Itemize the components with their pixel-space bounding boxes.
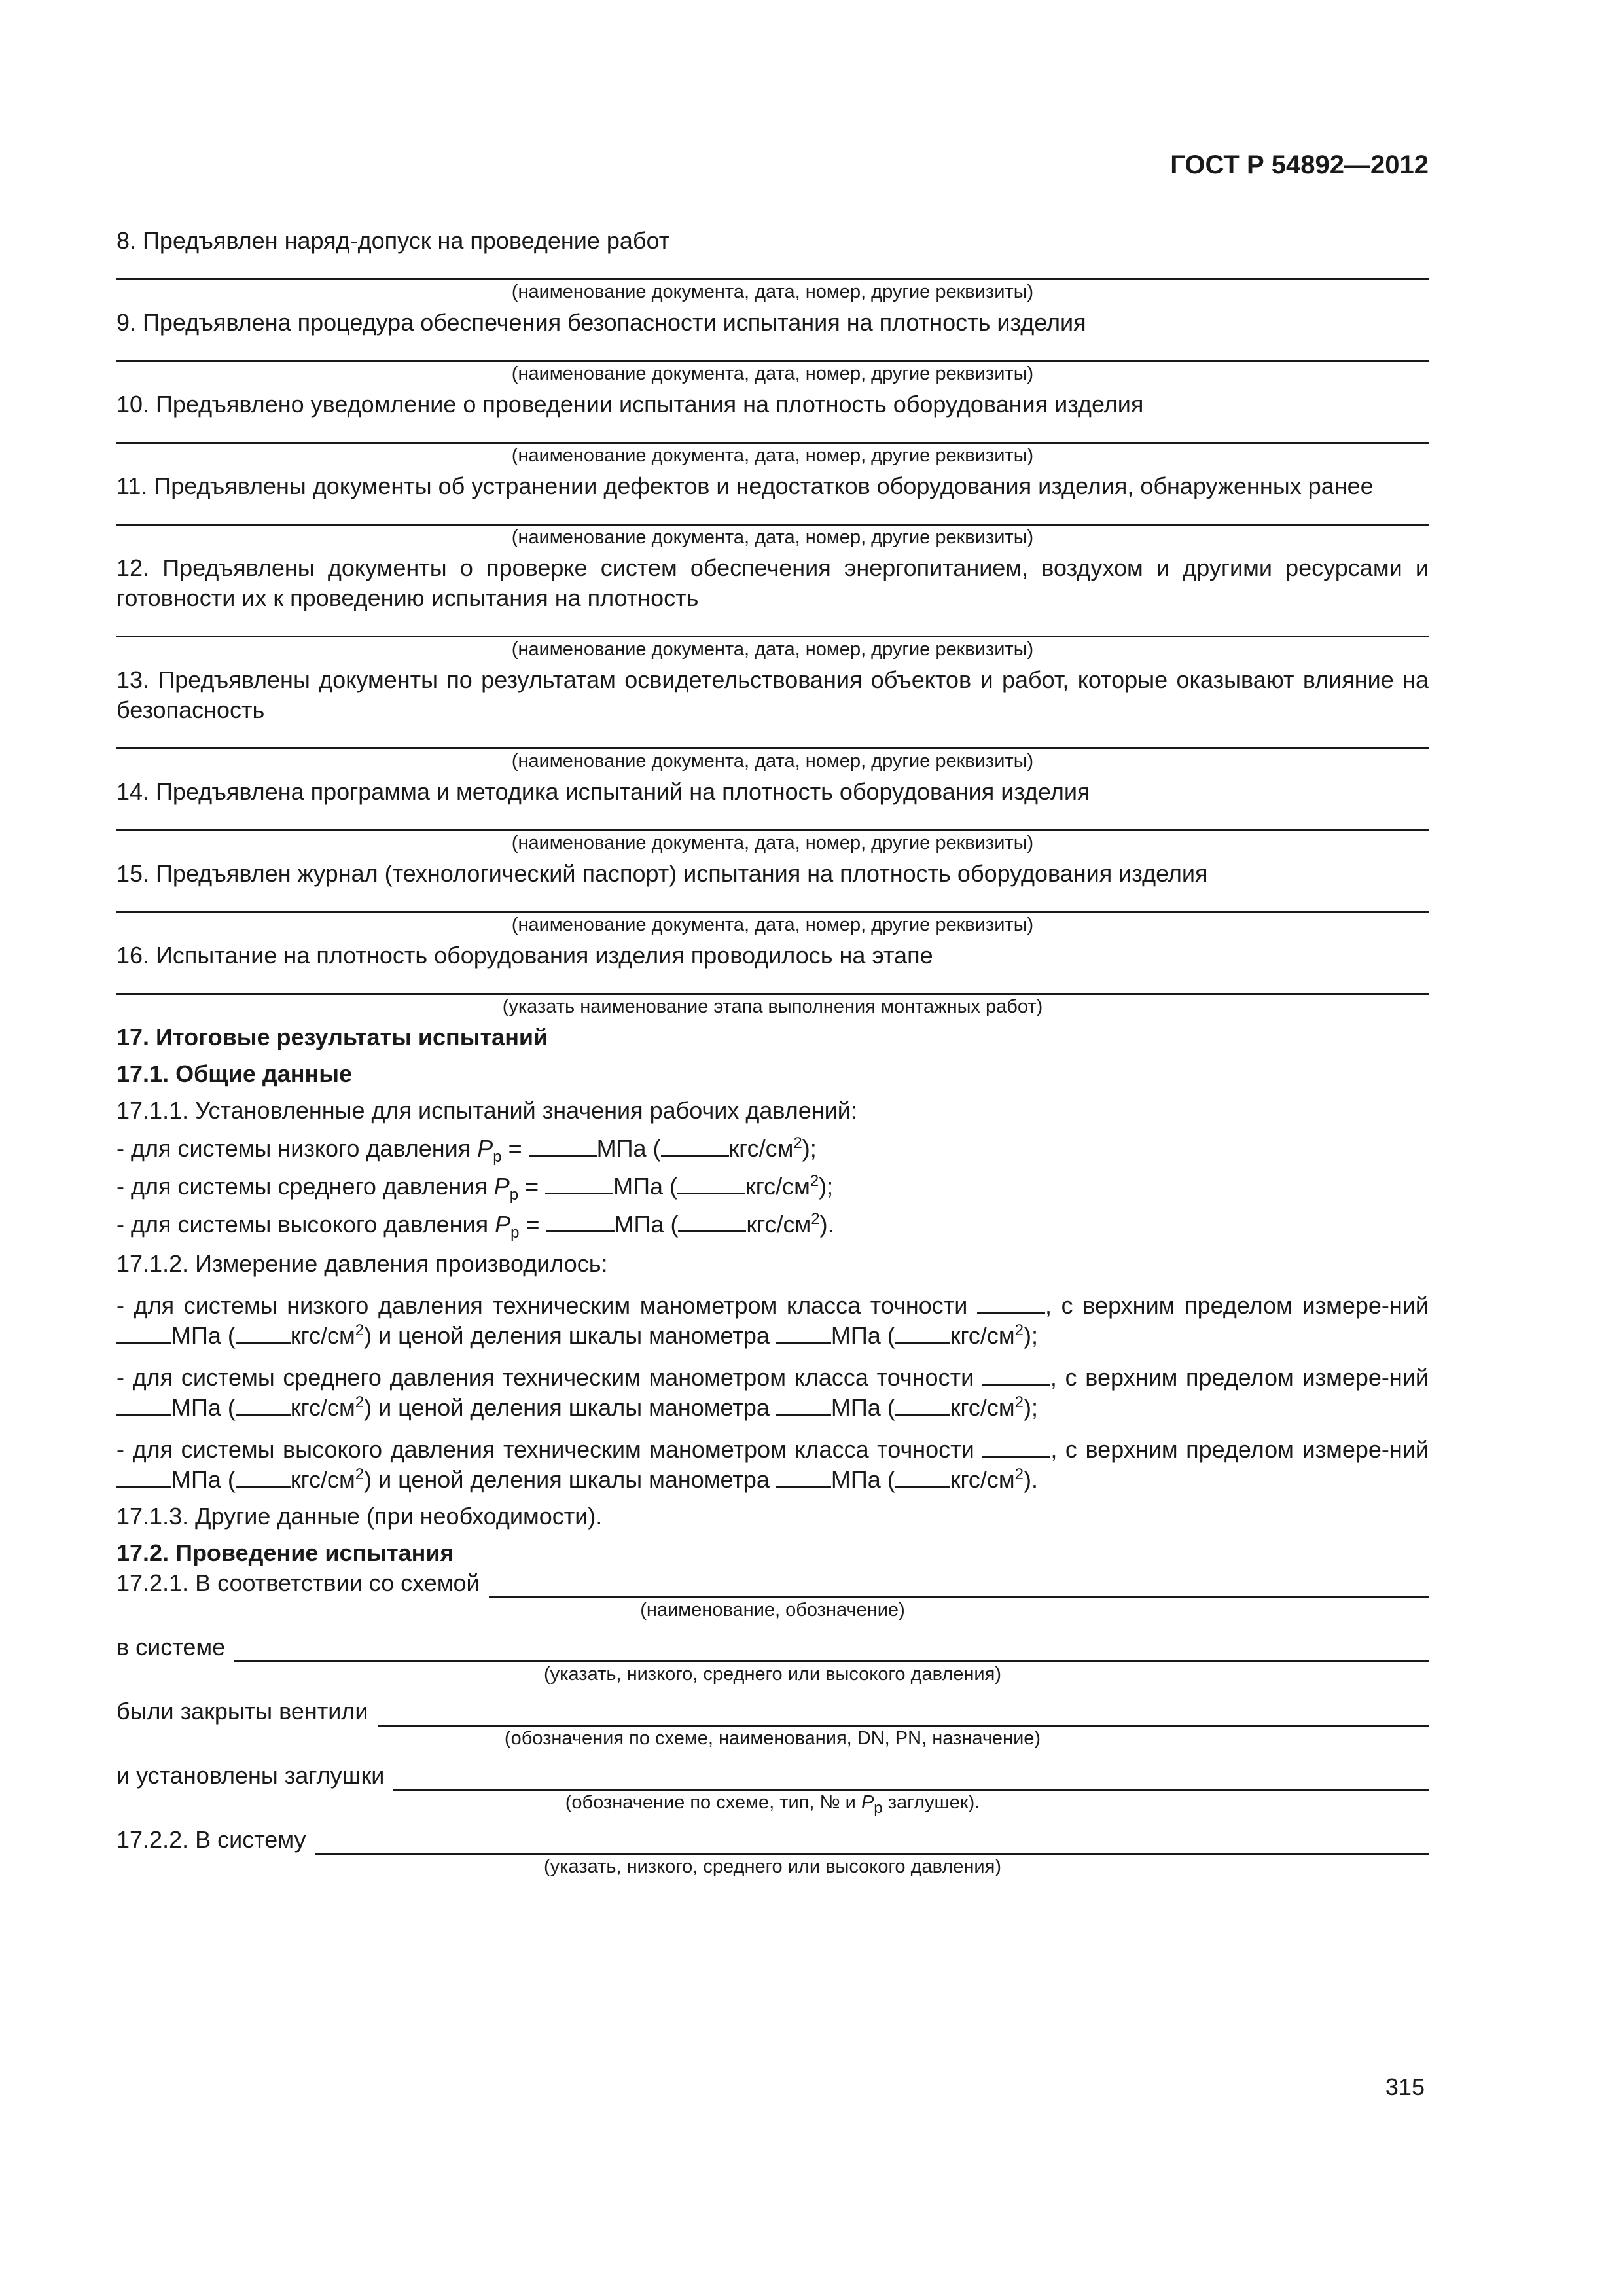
section-17-2-title: 17.2. Проведение испытания (116, 1539, 454, 1566)
pressure-equals: = (519, 1211, 546, 1238)
plugs-field[interactable] (116, 1761, 1429, 1791)
valves-field-line[interactable] (378, 1702, 1429, 1727)
upper-limit-mpa-blank[interactable] (116, 1322, 171, 1344)
working-pressures (116, 1134, 1429, 1240)
item-caption: (указать наименование этапа выполнения монтажных работ) (502, 996, 1043, 1017)
pressure-subscript: р (510, 1224, 520, 1242)
measurement-limit-text: , с верхним пределом измере-ний (1050, 1436, 1429, 1463)
pressure-kgf-sq: 2 (811, 1210, 820, 1228)
accuracy-class-blank[interactable] (982, 1364, 1050, 1386)
paragraph-17-1-1: 17.1.1. Установленные для испытаний значения рабочих давлений: (116, 1097, 857, 1124)
plugs-caption-subscript: р (874, 1799, 883, 1817)
pressure-symbol: P (493, 1173, 510, 1200)
pressure-mpa-unit: МПа ( (596, 1135, 661, 1162)
pressure-kgf-unit: кгс/см (746, 1211, 812, 1238)
item-caption: (наименование документа, дата, номер, другие реквизиты) (511, 527, 1034, 548)
measurement-scale-kgf-unit: кгс/см (950, 1394, 1015, 1421)
plugs-field-caption (116, 1791, 1429, 1817)
document-items (116, 226, 1429, 1018)
pressure-kgf-blank[interactable] (677, 1173, 745, 1194)
plugs-caption-start: (обозначение по схеме, тип, № и (565, 1792, 861, 1813)
measurement-scale-kgf-sq: 2 (1014, 1465, 1024, 1483)
system-field[interactable] (116, 1632, 1429, 1662)
measurement-paragraph (116, 1435, 1429, 1495)
measurement-limit-kgf-sq: 2 (355, 1321, 365, 1339)
system-2-field-line[interactable] (315, 1831, 1429, 1855)
pressure-mpa-blank[interactable] (529, 1135, 597, 1157)
pressure-subscript: р (493, 1148, 502, 1166)
item-caption: (наименование документа, дата, номер, другие реквизиты) (511, 833, 1034, 853)
measurement-scale-mpa-unit: МПа ( (830, 1394, 895, 1421)
pressure-line (116, 1210, 1429, 1240)
item-text: 16. Испытание на плотность оборудования изделия проводилось на этапе (116, 942, 933, 969)
plugs-field-label: и установлены заглушки (116, 1762, 385, 1789)
measurement-paragraph (116, 1291, 1429, 1351)
scheme-field-caption: (наименование, обозначение) (640, 1600, 905, 1621)
pressure-mpa-blank[interactable] (546, 1211, 615, 1232)
item-caption: (наименование документа, дата, номер, другие реквизиты) (511, 363, 1034, 384)
system-field-line[interactable] (234, 1638, 1429, 1662)
scale-division-mpa-blank[interactable] (776, 1322, 831, 1344)
pressure-equals: = (501, 1135, 529, 1162)
scheme-field[interactable] (116, 1568, 1429, 1598)
page-number: 315 (1385, 2073, 1425, 2100)
item-text: 14. Предъявлена программа и методика испытаний на плотность оборудования изделия (116, 778, 1090, 805)
system-field-label: в системе (116, 1634, 226, 1660)
scale-division-kgf-blank[interactable] (895, 1466, 950, 1488)
item-caption: (наименование документа, дата, номер, другие реквизиты) (511, 639, 1034, 660)
scale-division-kgf-blank[interactable] (895, 1322, 950, 1344)
pressure-equals: = (518, 1173, 546, 1200)
measurement-limit-kgf-sq: 2 (355, 1393, 365, 1411)
measurement-scale-kgf-sq: 2 (1014, 1321, 1024, 1339)
measurement-limit-text: , с верхним пределом измере-ний (1045, 1292, 1429, 1319)
measurement-system: - для системы среднего давления техническим манометром класса точности (116, 1364, 982, 1391)
pressure-end: ); (802, 1135, 817, 1162)
measurement-limit-kgf-unit: кгс/см (290, 1322, 355, 1349)
plugs-caption-end: заглушек). (882, 1792, 980, 1813)
accuracy-class-blank[interactable] (977, 1292, 1045, 1314)
item-caption: (наименование документа, дата, номер, другие реквизиты) (511, 751, 1034, 772)
accuracy-class-blank[interactable] (982, 1436, 1050, 1458)
scheme-field-label: 17.2.1. В соответствии со схемой (116, 1570, 480, 1596)
item-text: 8. Предъявлен наряд-допуск на проведение работ (116, 227, 670, 254)
plugs-field-line[interactable] (393, 1767, 1429, 1791)
measurement-limit-kgf-unit: кгс/см (290, 1394, 355, 1421)
system-field-caption: (указать, низкого, среднего или высокого давления) (544, 1664, 1001, 1685)
pressure-kgf-blank[interactable] (678, 1211, 746, 1232)
measurement-mpa-unit: МПа ( (171, 1466, 236, 1493)
pressure-kgf-unit: кгс/см (728, 1135, 794, 1162)
valves-field-caption: (обозначения по схеме, наименования, DN, PN, назначение) (504, 1728, 1041, 1749)
pressure-line (116, 1134, 1429, 1164)
pressure-subscript: р (509, 1186, 519, 1204)
valves-field-label: были закрыты вентили (116, 1698, 368, 1725)
pressure-symbol: P (477, 1135, 493, 1162)
pressure-symbol: P (495, 1211, 511, 1238)
paragraph-17-1-3: 17.1.3. Другие данные (при необходимости). (116, 1503, 603, 1530)
item-text: 13. Предъявлены документы по результатам освидетельствования объектов и работ, которые оказывают влияние на безопасность (116, 666, 1429, 723)
upper-limit-kgf-blank[interactable] (236, 1394, 291, 1416)
measurement-scale-kgf-unit: кгс/см (950, 1466, 1015, 1493)
item-text: 9. Предъявлена процедура обеспечения безопасности испытания на плотность изделия (116, 309, 1086, 336)
pressure-kgf-blank[interactable] (661, 1135, 729, 1157)
pressure-kgf-unit: кгс/см (745, 1173, 810, 1200)
upper-limit-mpa-blank[interactable] (116, 1466, 171, 1488)
measurement-scale-kgf-unit: кгс/см (950, 1322, 1015, 1349)
paragraph-17-1-2: 17.1.2. Измерение давления производилось: (116, 1250, 608, 1277)
measurement-scale-kgf-sq: 2 (1014, 1393, 1024, 1411)
measurement-scale-mpa-unit: МПа ( (830, 1322, 895, 1349)
scale-division-kgf-blank[interactable] (895, 1394, 950, 1416)
item-caption: (наименование документа, дата, номер, другие реквизиты) (511, 445, 1034, 466)
plugs-caption-symbol: P (861, 1792, 874, 1813)
pressure-mpa-unit: МПа ( (613, 1173, 677, 1200)
measurement-limit-kgf-sq: 2 (355, 1465, 365, 1483)
valves-field[interactable] (116, 1696, 1429, 1727)
scheme-field-line[interactable] (489, 1574, 1429, 1598)
pressure-end: ). (819, 1211, 834, 1238)
measurement-end: ). (1023, 1466, 1038, 1493)
document-page (116, 0, 1429, 2296)
pressure-mpa-blank[interactable] (545, 1173, 613, 1194)
pressure-line (116, 1172, 1429, 1202)
item-text: 10. Предъявлено уведомление о проведении испытания на плотность оборудования изделия (116, 391, 1144, 418)
upper-limit-mpa-blank[interactable] (116, 1394, 171, 1416)
measurement-end: ); (1023, 1394, 1038, 1421)
pressure-kgf-sq: 2 (793, 1134, 802, 1152)
pressure-system: - для системы низкого давления (116, 1135, 478, 1162)
pressure-end: ); (819, 1173, 834, 1200)
item-caption: (наименование документа, дата, номер, другие реквизиты) (511, 914, 1034, 935)
system-2-field[interactable] (116, 1825, 1429, 1855)
measurement-limit-kgf-unit: кгс/см (290, 1466, 355, 1493)
measurement-mpa-unit: МПа ( (171, 1322, 236, 1349)
measurement-scale-mpa-unit: МПа ( (830, 1466, 895, 1493)
pressure-measurements (116, 1291, 1429, 1495)
section-17-title: 17. Итоговые результаты испытаний (116, 1024, 548, 1050)
standard-header: ГОСТ Р 54892—2012 (1170, 151, 1429, 179)
section-17-1-title: 17.1. Общие данные (116, 1060, 352, 1087)
system-2-field-caption: (указать, низкого, среднего или высокого давления) (544, 1856, 1001, 1877)
measurement-limit-text: , с верхним пределом измере-ний (1050, 1364, 1429, 1391)
upper-limit-kgf-blank[interactable] (236, 1466, 291, 1488)
measurement-system: - для системы низкого давления техническим манометром класса точности (116, 1292, 978, 1319)
pressure-kgf-sq: 2 (810, 1172, 819, 1190)
scale-division-mpa-blank[interactable] (776, 1394, 831, 1416)
measurement-system: - для системы высокого давления техническим манометром класса точности (116, 1436, 983, 1463)
measurement-scale-text: ) и ценой деления шкалы манометра (364, 1394, 776, 1421)
measurement-paragraph (116, 1363, 1429, 1423)
measurement-scale-text: ) и ценой деления шкалы манометра (364, 1466, 776, 1493)
item-text: 15. Предъявлен журнал (технологический паспорт) испытания на плотность оборудования изделия (116, 860, 1208, 887)
pressure-system: - для системы высокого давления (116, 1211, 495, 1238)
measurement-end: ); (1023, 1322, 1038, 1349)
item-caption: (наименование документа, дата, номер, другие реквизиты) (511, 281, 1034, 302)
measurement-mpa-unit: МПа ( (171, 1394, 236, 1421)
pressure-system: - для системы среднего давления (116, 1173, 494, 1200)
item-text: 11. Предъявлены документы об устранении дефектов и недостатков оборудования изделия, обнаруженных ранее (116, 473, 1374, 499)
measurement-scale-text: ) и ценой деления шкалы манометра (364, 1322, 776, 1349)
scale-division-mpa-blank[interactable] (776, 1466, 831, 1488)
pressure-mpa-unit: МПа ( (614, 1211, 679, 1238)
upper-limit-kgf-blank[interactable] (236, 1322, 291, 1344)
form-content (116, 226, 1429, 1882)
system-2-field-label: 17.2.2. В систему (116, 1826, 306, 1853)
item-text: 12. Предъявлены документы о проверке систем обеспечения энергопитанием, воздухом и другими ресурсами и готовности их к проведению испытания на плотность (116, 554, 1429, 611)
